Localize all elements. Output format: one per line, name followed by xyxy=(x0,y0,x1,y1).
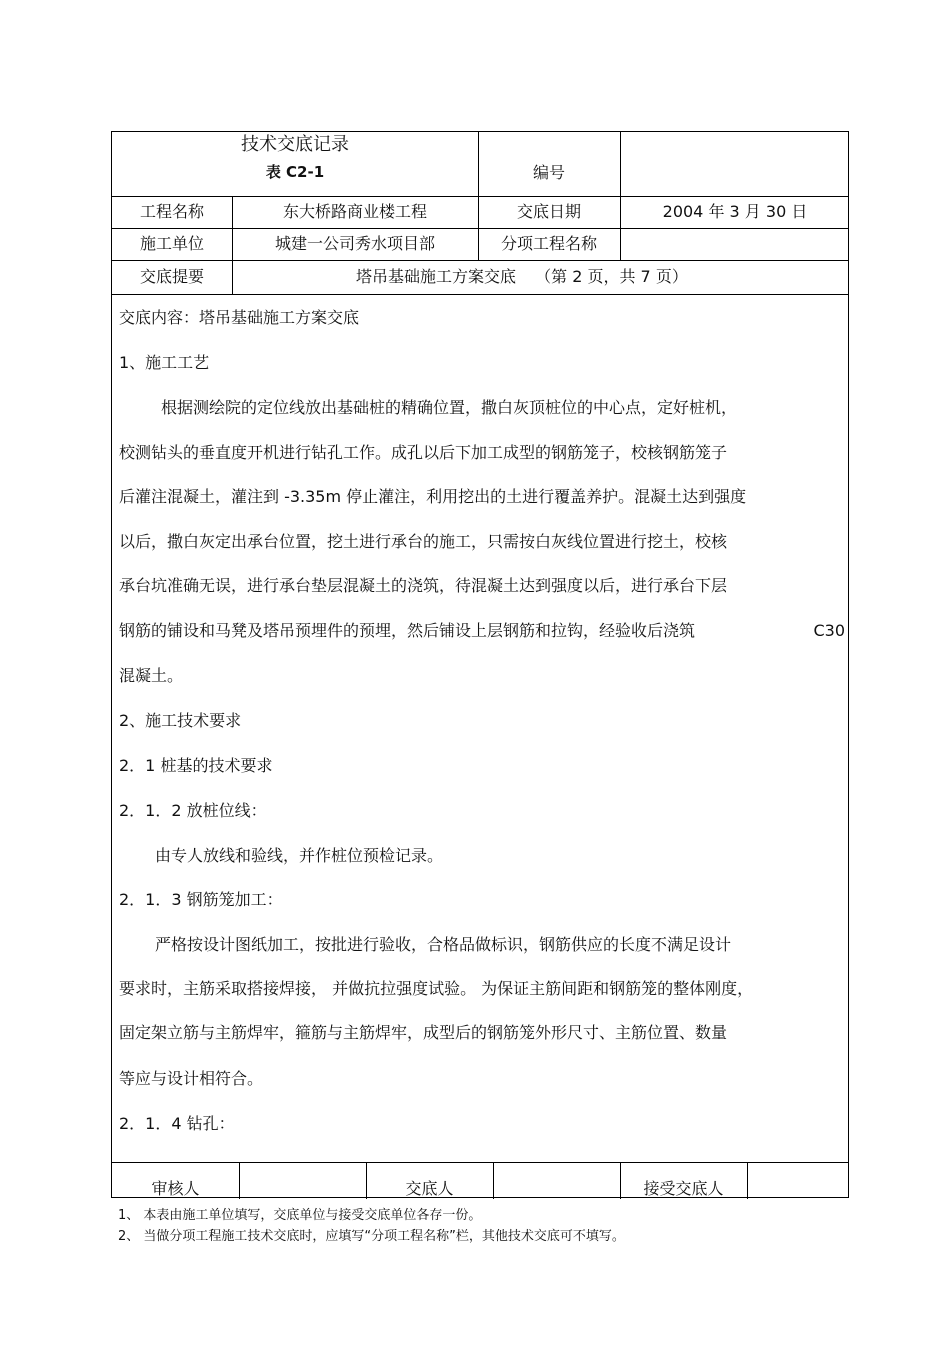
content-line: 2、施工技术要求 xyxy=(119,711,242,730)
form-title: 技术交底记录 xyxy=(241,134,349,155)
content-line: 要求时，主筋采取搭接焊接， 并做抗拉强度试验。 为保证主筋间距和钢筋笼的整体刚度， xyxy=(119,979,754,998)
form-code: 表 C2-1 xyxy=(265,163,325,181)
content-line: 由专人放线和验线，并作桩位预检记录。 xyxy=(155,846,444,865)
project-name-label: 工程名称 xyxy=(139,202,204,221)
content-line: 严格按设计图纸加工，按批进行验收，合格品做标识，钢筋供应的长度不满足设计 xyxy=(155,935,732,954)
summary-label: 交底提要 xyxy=(139,267,204,286)
receiver-label: 接受交底人 xyxy=(643,1179,724,1198)
subproject-name-label: 分项工程名称 xyxy=(500,234,597,253)
col-divider xyxy=(747,1162,748,1199)
row-divider xyxy=(112,196,848,197)
footnote: 2、 当做分项工程施工技术交底时，应填写“分项工程名称”栏，其他技术交底可不填写。 xyxy=(118,1229,625,1244)
content-line: 2．1．3 钢筋笼加工： xyxy=(119,890,283,909)
summary-text: 塔吊基础施工方案交底 xyxy=(356,267,517,286)
content-line: 2．1．2 放桩位线： xyxy=(119,801,267,820)
content-line: 以后，撒白灰定出承台位置，挖土进行承台的施工，只需按白灰线位置进行挖土，校核 xyxy=(119,532,728,551)
page-info: （第 2 页，共 7 页） xyxy=(535,267,688,286)
col-divider xyxy=(239,1162,240,1199)
content-heading: 交底内容：塔吊基础施工方案交底 xyxy=(119,308,360,327)
content-line: 等应与设计相符合。 xyxy=(119,1069,264,1088)
disclosure-form xyxy=(111,131,849,1198)
content-line: 固定架立筋与主筋焊牢，箍筋与主筋焊牢，成型后的钢筋笼外形尺寸、主筋位置、数量 xyxy=(119,1023,728,1042)
summary-value xyxy=(356,267,688,287)
discloser-label: 交底人 xyxy=(405,1179,454,1198)
content-line: 1、施工工艺 xyxy=(119,353,210,372)
content-line-tail: C30 xyxy=(813,621,845,640)
construction-unit-value: 城建一公司秀水项目部 xyxy=(274,234,435,253)
number-label: 编号 xyxy=(532,163,565,182)
disclosure-date-value: 2004 年 3 月 30 日 xyxy=(662,202,808,221)
footnote: 1、 本表由施工单位填写，交底单位与接受交底单位各存一份。 xyxy=(118,1208,482,1223)
disclosure-date-label: 交底日期 xyxy=(516,202,581,221)
construction-unit-label: 施工单位 xyxy=(139,234,204,253)
reviewer-label: 审核人 xyxy=(151,1179,200,1198)
col-divider xyxy=(493,1162,494,1199)
content-line: 校测钻头的垂直度开机进行钻孔工作。成孔以后下加工成型的钢筋笼子，校核钢筋笼子 xyxy=(119,443,728,462)
col-divider xyxy=(620,132,621,261)
content-line: 根据测绘院的定位线放出基础桩的精确位置，撒白灰顶桩位的中心点，定好桩机， xyxy=(161,398,738,417)
content-line: 2．1．4 钻孔： xyxy=(119,1114,235,1133)
content-line: 后灌注混凝土，灌注到 -3.35m 停止灌注，利用挖出的土进行覆盖养护。混凝土达到强度 xyxy=(119,487,747,506)
content-line: 2．1 桩基的技术要求 xyxy=(119,756,273,775)
row-divider xyxy=(112,228,848,229)
row-divider xyxy=(112,260,848,261)
row-divider xyxy=(112,1162,848,1163)
content-line: 钢筋的铺设和马凳及塔吊预埋件的预埋，然后铺设上层钢筋和拉钩，经验收后浇筑 xyxy=(119,621,696,640)
content-line: 承台坑准确无误，进行承台垫层混凝土的浇筑，待混凝土达到强度以后，进行承台下层 xyxy=(119,576,728,595)
project-name-value: 东大桥路商业楼工程 xyxy=(282,202,427,221)
row-divider xyxy=(112,294,848,295)
content-line: 混凝土。 xyxy=(119,666,184,685)
